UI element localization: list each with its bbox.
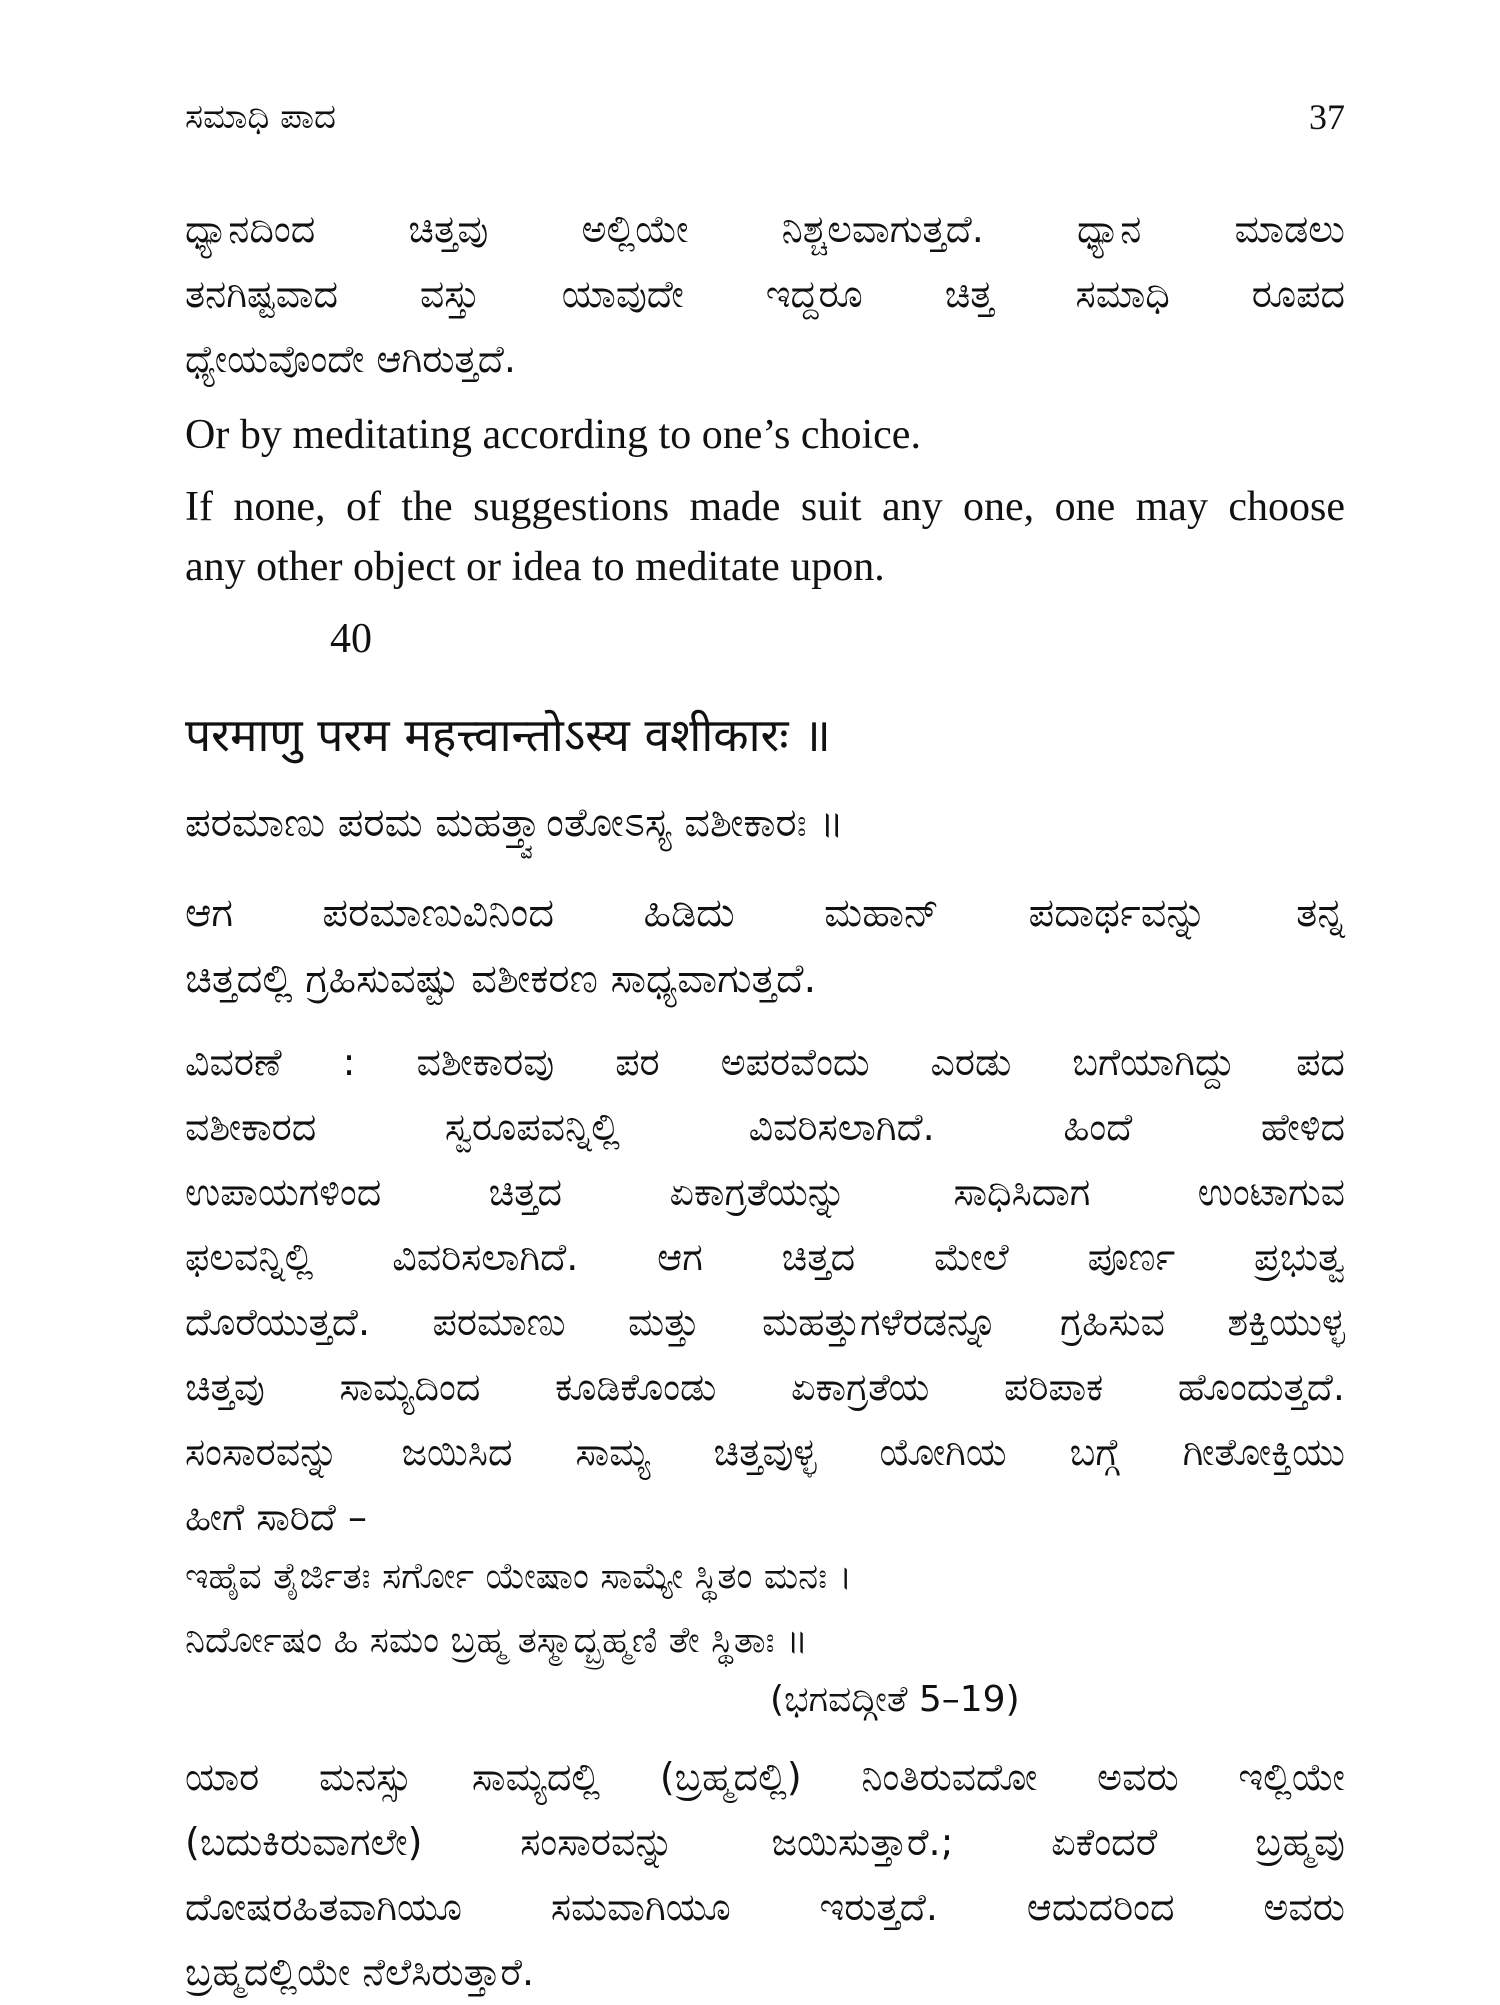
sutra-devanagari: परमाणु परम महत्त्वान्तोऽस्य वशीकारः ॥	[185, 708, 831, 762]
english-line: If none, of the suggestions made suit any one, one may choose	[185, 484, 1345, 530]
text-line: ಫಲವನ್ನಿಲ್ಲಿ ವಿವರಿಸಲಾಗಿದೆ. ಆಗ ಚಿತ್ತದ ಮೇಲೆ ಪೂರ್ಣ ಪ್ರಭುತ್ವ	[185, 1235, 1345, 1279]
verse-line: ಇಹೈವ ತೈರ್ಜಿತಃ ಸರ್ಗೋ ಯೇಷಾಂ ಸಾಮ್ಯೇ ಸ್ಥಿತಂ ಮನಃ ।	[185, 1556, 853, 1597]
text-line: ವಿವರಣೆ : ವಶೀಕಾರವು ಪರ ಅಪರವೆಂದು ಎರಡು ಬಗೆಯಾಗಿದ್ದು ಪದ	[185, 1040, 1345, 1084]
intro-kannada-paragraph	[185, 197, 1345, 392]
explanation-paragraph	[185, 1030, 1345, 1550]
sutra-meaning	[185, 880, 1345, 1012]
text-line: ಯಾರ ಮನಸ್ಸು ಸಾಮ್ಯದಲ್ಲಿ (ಬ್ರಹ್ಮದಲ್ಲಿ) ನಿಂತಿರುವದೋ ಅವರು ಇಲ್ಲಿಯೇ	[185, 1755, 1345, 1799]
text-line: ವಶೀಕಾರದ ಸ್ವರೂಪವನ್ನಿಲ್ಲಿ ವಿವರಿಸಲಾಗಿದೆ. ಹಿಂದೆ ಹೇಳಿದ	[185, 1105, 1345, 1149]
text-line: ಹೀಗೆ ಸಾರಿದೆ –	[185, 1495, 368, 1539]
sutra-number: 40	[330, 616, 372, 662]
text-line: ತನಗಿಷ್ಟವಾದ ವಸ್ತು ಯಾವುದೇ ಇದ್ದರೂ ಚಿತ್ತ ಸಮಾಧಿ ರೂಪದ	[185, 272, 1345, 316]
english-line: any other object or idea to meditate upon.	[185, 544, 885, 590]
text-line: ಉಪಾಯಗಳಿಂದ ಚಿತ್ತದ ಏಕಾಗ್ರತೆಯನ್ನು ಸಾಧಿಸಿದಾಗ ಉಂಟಾಗುವ	[185, 1170, 1345, 1214]
text-line: ಚಿತ್ತದಲ್ಲಿ ಗ್ರಹಿಸುವಷ್ಟು ವಶೀಕರಣ ಸಾಧ್ಯವಾಗುತ್ತದೆ.	[185, 956, 817, 1002]
text-line: ದೋಷರಹಿತವಾಗಿಯೂ ಸಮವಾಗಿಯೂ ಇರುತ್ತದೆ. ಆದುದರಿಂದ ಅವರು	[185, 1885, 1345, 1929]
chapter-title: ಸಮಾಧಿ ಪಾದ	[185, 97, 336, 137]
gita-verse	[185, 1545, 1345, 1673]
text-line: ಆಗ ಪರಮಾಣುವಿನಿಂದ ಹಿಡಿದು ಮಹಾನ್ ಪದಾರ್ಥವನ್ನು ತನ್ನ	[185, 890, 1345, 936]
verse-reference: (ಭಗವದ್ಗೀತೆ 5–19)	[770, 1679, 1020, 1720]
text-line: ದೊರೆಯುತ್ತದೆ. ಪರಮಾಣು ಮತ್ತು ಮಹತ್ತುಗಳೆರಡನ್ನೂ ಗ್ರಹಿಸುವ ಶಕ್ತಿಯುಳ್ಳ	[185, 1300, 1345, 1344]
running-head	[185, 92, 1345, 142]
page-number: 37	[1309, 97, 1345, 137]
text-line: (ಬದುಕಿರುವಾಗಲೇ) ಸಂಸಾರವನ್ನು ಜಯಿಸುತ್ತಾರೆ.; ಏಕೆಂದರೆ ಬ್ರಹ್ಮವು	[185, 1820, 1345, 1864]
english-translation	[185, 405, 1345, 597]
english-line: Or by meditating according to one’s choice.	[185, 412, 921, 458]
text-line: ಧ್ಯಾನದಿಂದ ಚಿತ್ತವು ಅಲ್ಲಿಯೇ ನಿಶ್ಚಲವಾಗುತ್ತದೆ. ಧ್ಯಾನ ಮಾಡಲು	[185, 207, 1345, 251]
text-line: ಸಂಸಾರವನ್ನು ಜಯಿಸಿದ ಸಾಮ್ಯ ಚಿತ್ತವುಳ್ಳ ಯೋಗಿಯ ಬಗ್ಗೆ ಗೀತೋಕ್ತಿಯು	[185, 1430, 1345, 1474]
text-line: ಚಿತ್ತವು ಸಾಮ್ಯದಿಂದ ಕೂಡಿಕೊಂಡು ಏಕಾಗ್ರತೆಯ ಪರಿಪಾಕ ಹೊಂದುತ್ತದೆ.	[185, 1365, 1345, 1409]
sutra-kannada-transliteration: ಪರಮಾಣು ಪರಮ ಮಹತ್ತ್ವಾಂತೋಽಸ್ಯ ವಶೀಕಾರಃ ॥	[185, 800, 844, 846]
text-line: ಬ್ರಹ್ಮದಲ್ಲಿಯೇ ನೆಲೆಸಿರುತ್ತಾರೆ.	[185, 1950, 535, 1994]
verse-line: ನಿರ್ದೋಷಂ ಹಿ ಸಮಂ ಬ್ರಹ್ಮ ತಸ್ಮಾದ್ಬ್ರಹ್ಮಣಿ ತೇ ಸ್ಥಿತಾಃ ॥	[185, 1620, 808, 1661]
text-line: ಧ್ಯೇಯವೊಂದೇ ಆಗಿರುತ್ತದೆ.	[185, 337, 516, 381]
conclusion-paragraph	[185, 1745, 1345, 2005]
